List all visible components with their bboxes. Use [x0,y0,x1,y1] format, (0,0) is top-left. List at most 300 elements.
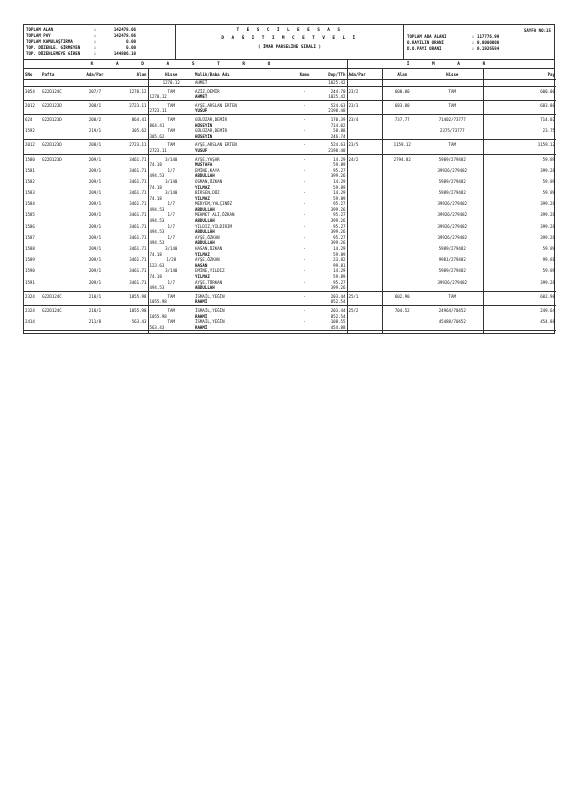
cell-ada-par: 210/1 [88,307,102,313]
cell-malik: AZİZ,DEMİR [195,88,220,94]
total-line [26,51,173,57]
cell-imar-ada-par: 23/5 [347,142,382,148]
cell-sno: 1589 [25,257,35,263]
cell-hisse: 1270.12 [148,80,194,87]
cell-pay: 600.00 [483,89,556,95]
title-block [176,25,404,59]
cell-pay: 399.26 [483,235,556,241]
cell-alan: 1055.98 [129,293,147,299]
imar-section-title: İ M A R [406,62,496,67]
cell-dop-tth: 203.44 [330,307,346,313]
cell-pay: 399.26 [483,212,556,218]
cell-hisse: 123.63 [148,263,194,269]
cell-hisse: 494.53 [148,229,194,235]
separator: : [93,38,97,44]
cell-sno: 1588 [25,246,35,252]
cell-hisse: 3/140 [148,246,194,252]
cell-alan: 3461.71 [129,223,147,229]
cell-alan: 3461.71 [129,257,147,263]
cell-kamu: - [303,234,306,240]
cell-sno: 1592 [25,128,35,134]
cell-malik: YUSUF [194,108,295,114]
column-header-pafta: Pafta [41,69,80,80]
cell-pay: 59.89 [483,246,556,252]
cell-alan: 305.62 [131,128,147,134]
cell-kamu: - [303,246,306,252]
cell-malik: ABDULLAH [195,218,215,224]
ratio-line [407,46,551,52]
cell-imar-hisse: 39926/279482 [437,167,468,173]
cell-kamu: - [303,268,306,274]
cell-pafta: G22D123D [42,142,62,148]
separator: : [93,27,97,32]
cell-malik: RAHMİ [195,313,208,319]
column-header-pay: Pay [483,69,556,80]
cell-dop-tth: 399.26 [330,206,346,212]
cell-pay: 399.26 [483,201,556,207]
cell-ada-par: 210/1 [88,293,102,299]
cell-hisse: 1055.98 [148,314,194,320]
cell-sno: 2414 [25,319,35,325]
cell-malik: MUSTAFA [195,162,213,168]
cell-alan: 2723.11 [129,102,147,108]
cell-dop-tth: 95.27 [333,234,346,240]
cell-hisse: 1/7 [148,235,194,241]
cell-pay: 399.26 [483,280,556,286]
cell-pafta: G22D123D [42,156,62,162]
cell-dop-tth: 14.29 [333,156,346,162]
cell-imar-ada-par: 23/2 [347,89,382,95]
cell-hisse: 864.41 [148,123,194,129]
distribution-table [24,69,556,333]
cell-malik: ABDULLAH [195,240,215,246]
separator: : [93,32,97,38]
cell-pafta: G22D124C [42,293,62,299]
cell-alan: 3461.71 [129,167,147,173]
cell-malik: AYŞE,ÖZKAN [195,257,220,263]
cell-malik: MEHMET ALİ,ÖZKAN [195,212,235,218]
cell-pay: 602.90 [483,294,556,300]
cell-malik: RAHMİ [194,325,295,331]
cell-imar-alan: 737.77 [382,117,422,123]
cell-hisse: 494.53 [148,240,194,246]
cell-kamu: - [303,156,306,162]
cell-dop-tth: 59.89 [333,251,346,257]
cell-pay: 59.89 [483,179,556,185]
cell-alan [110,80,148,87]
cell-pafta: G22D123D [42,116,62,122]
cell-ada-par: 208/2 [88,116,102,122]
gap-cell [110,331,148,334]
cell-imar-hisse: 5989/279482 [438,190,466,196]
cell-imar-hisse: 71402/73777 [438,116,466,122]
cell-alan: 3461.71 [129,178,147,184]
cell-kamu: - [303,319,306,325]
cell-ada-par: 208/1 [88,142,102,148]
cell-hisse: TAM [148,319,194,325]
cell-kamu: - [303,223,306,229]
cell-imar-ada-par: 23/3 [347,103,382,109]
cell-malik: İSMAİL,YEĞİN [195,307,225,313]
cell-kamu [295,80,314,87]
cell-ada-par: 209/1 [88,178,102,184]
cell-imar-hisse: TAM [448,142,456,148]
cell-malik: GÜLÜZAR,DEMİR [195,128,228,134]
cell-dop-tth: 58.88 [333,128,346,134]
total-value: 142478.06 [113,27,136,32]
gap-cell [148,331,194,334]
cell-malik: BİRSEN,DÜZ [195,190,220,196]
cell-ada-par: 209/1 [88,167,102,173]
cell-malik: YILMAZ [195,274,210,279]
cell-hisse: 494.53 [148,173,194,179]
cell-pay: 99.81 [483,257,556,263]
cell-dop-tth: 399.26 [330,218,346,224]
cell-pafta: G22D123D [42,102,62,108]
cell-hisse: 3/140 [148,157,194,163]
cell-imar-alan: 602.90 [382,294,422,300]
separator: : [93,50,97,56]
cell-malik: AHMET [194,94,295,100]
cell-dop-tth: 14.29 [333,178,346,184]
cell-sno: 1586 [25,223,35,229]
column-header-imar-hisse: Hisse [422,69,483,80]
cell-malik: AYŞE,ARSLAN ERTEN [195,102,237,108]
cell-pafta: G22D124C [42,307,62,313]
cell-dop-tth: 14.29 [333,190,346,196]
cell-malik: İSMAİL,YEĞİN [195,293,225,299]
cell-hisse: 1/28 [148,257,194,263]
cell-pay: 454.88 [483,319,556,325]
cell-imar-hisse: 5989/279482 [438,178,466,184]
cell-pay: 59.89 [483,190,556,196]
cell-alan: 3461.71 [129,156,147,162]
cell-dop-tth: 59.89 [333,195,346,201]
cell-sno: 2012 [25,142,35,148]
cell-sno: 3054 [25,88,35,94]
gap-cell [41,331,80,334]
cell-imar-hisse [422,80,483,87]
cell-imar-hisse: 39926/279482 [437,279,468,285]
cell-imar-alan: 1159.12 [382,142,422,148]
total-value: 142478.06 [113,32,136,38]
cell-dop-tth: 99.81 [333,262,346,268]
cell-malik: HASAN [195,262,208,268]
cell-hisse: TAM [148,89,194,95]
cell-hisse: TAM [148,308,194,314]
cell-imar-hisse: 2375/73777 [439,128,465,134]
cell-ada-par: 209/1 [88,234,102,240]
cell-ada-par [80,80,110,87]
cell-hisse: 494.53 [148,207,194,213]
cell-alan: 3461.71 [129,234,147,240]
cell-alan: 563.43 [131,319,147,325]
total-label: TOP. DÜZENLEMEYE GİREN [26,50,81,56]
cell-kamu: - [303,167,306,173]
cell-imar-hisse: TAM [448,293,456,299]
cell-hisse: 305.62 [148,134,194,140]
gap-cell [24,331,41,334]
cell-dop-tth: 95.27 [333,223,346,229]
cell-malik: YILMAZ [195,184,210,190]
cell-ada-par: 209/1 [88,212,102,218]
table-frame [23,69,555,334]
cell-pay: 249.64 [483,308,556,314]
cell-hisse: 1/7 [148,212,194,218]
cell-kamu: - [303,88,306,94]
cell-hisse: 74.18 [148,274,194,280]
gap-cell [295,331,314,334]
cell-kamu: - [303,142,306,148]
cell-hisse: TAM [148,117,194,123]
cell-alan: 3461.71 [129,268,147,274]
cell-kamu: - [303,178,306,184]
cell-malik: ABDULLAH [195,229,215,235]
column-header-alan: Alan [110,69,148,80]
cell-malik: EMİNE,YILDIZ [195,268,225,274]
cell-kamu: - [303,116,306,122]
cell-malik: HASAN,ÖZKAN [195,246,223,252]
cell-malik: OSMAN,ÖZKAN [195,178,223,184]
cell-dop-tth: 203.44 [330,293,346,299]
cell-sno: 1581 [25,167,35,173]
cell-hisse: 494.53 [148,285,194,291]
cell-malik: GÜLÜZAR,DEMİR [195,116,228,122]
cell-kamu: - [303,212,306,218]
cell-alan: 1270.12 [129,88,147,94]
cell-pay: 59.89 [483,268,556,274]
ratio-value: 0.0000000 [477,39,500,45]
cell-dop-tth: 852.54 [314,299,347,305]
cell-sno: 2324 [25,307,35,313]
distribution-sheet [23,24,555,334]
cell-dop-tth: 1025.42 [314,80,347,87]
cell-hisse: 1/7 [148,280,194,286]
cell-hisse: 1/7 [148,201,194,207]
totals-block [24,25,176,59]
cell-hisse: 1/7 [148,168,194,174]
cell-hisse: 3/140 [148,190,194,196]
cell-imar-hisse: 5989/279482 [438,156,466,162]
cell-malik: HÜSEYİN [194,134,295,140]
gap-cell [382,331,422,334]
cell-ada-par: 209/1 [88,268,102,274]
column-header-malik: Malik/Baba Adı [194,69,295,80]
column-header-ada-par: Ada/Par [80,69,110,80]
cell-sno: 624 [25,116,33,122]
sort-note: ( İMAR PARSELİNE SIRALI ) [257,44,322,49]
cell-pay [483,80,556,87]
cell-imar-ada-par: 23/4 [347,117,382,123]
cell-malik: ABDULLAH [194,285,295,291]
cell-hisse: 74.18 [148,185,194,191]
cell-sno [24,80,41,87]
cell-alan: 3461.71 [129,279,147,285]
cell-pay: 683.80 [483,103,556,109]
column-header-sno: SNo [24,69,41,80]
cell-hisse: 3/140 [148,179,194,185]
cell-imar-hisse: 39926/279482 [437,234,468,240]
cell-ada-par: 209/1 [88,156,102,162]
table-body [24,80,556,334]
column-header-kamu: Kamu [295,69,314,80]
column-header-dop-tth: Dop/TTh [314,69,347,80]
cell-hisse: 1270.12 [148,94,194,100]
gap-cell [194,331,295,334]
cell-sno: 1591 [25,279,35,285]
cell-malik: YILMAZ [195,251,210,257]
cell-imar-alan: 704.52 [382,308,422,314]
cell-dop-tth: 59.89 [333,274,346,279]
cell-kamu: - [303,128,306,134]
cell-dop-tth: 1025.42 [314,94,347,100]
cell-dop-tth: 852.54 [330,313,346,319]
cell-hisse: 2723.11 [148,148,194,154]
cell-malik: ABDULLAH [195,173,215,179]
cell-dop-tth: 95.27 [333,167,346,173]
cell-ada-par: 209/1 [88,257,102,263]
cell-kamu: - [303,102,306,108]
gap-cell [347,331,382,334]
cell-pafta: G22D124C [42,88,62,94]
column-header-row [24,69,556,80]
cell-pay: 59.89 [483,157,556,163]
cell-imar-hisse: 39926/279482 [437,201,468,207]
cell-ada-par: 209/1 [88,246,102,252]
cell-alan: 3461.71 [129,201,147,207]
cell-imar-ada-par: 25/1 [347,294,382,300]
gap-cell [80,331,110,334]
cell-dop-tth: 108.55 [330,319,346,325]
report-subtitle: D A Ğ I T I M C E T V E L İ [221,36,358,41]
cell-sno: 2324 [25,293,35,299]
ratio-value: 0.1926584 [477,45,500,51]
cell-hisse: 563.43 [148,325,194,331]
cell-imar-hisse: 9981/279482 [438,257,466,263]
cell-hisse: 74.18 [148,162,194,168]
cell-dop-tth: 2198.48 [314,108,347,114]
cell-alan: 3461.71 [129,190,147,196]
cell-pay: 399.26 [483,224,556,230]
cell-malik: RAHMİ [194,299,295,305]
cell-imar-hisse: TAM [448,102,456,108]
separator: : [471,39,475,45]
cell-sno: 1583 [25,190,35,196]
cell-malik: EMİNE,KAYA [195,167,220,173]
cell-alan: 2723.11 [129,142,147,148]
cell-imar-alan: 683.80 [382,103,422,109]
separator: : [93,44,97,50]
ratio-label: O.KAYILIN ORANI [407,39,444,45]
total-label: TOPLAM PAY [26,32,51,38]
cell-sno: 1585 [25,212,35,218]
total-value: 0.00 [126,38,136,44]
cell-hisse: 494.53 [148,218,194,224]
total-value: 0.00 [126,44,136,50]
cell-hisse: 74.18 [148,196,194,202]
cell-dop-tth: 59.89 [333,162,346,168]
cell-dop-tth: 454.88 [314,325,347,331]
cell-malik: YUSUF [194,148,295,154]
cell-dop-tth: 95.27 [333,201,346,207]
cell-kamu: - [303,201,306,207]
cell-dop-tth: 524.63 [330,102,346,108]
cell-malik: HÜSEYİN [195,122,213,128]
cell-dop-tth: 95.27 [333,279,346,285]
cell-dop-tth: 714.02 [330,122,346,128]
ratio-value: 117776.99 [477,34,500,39]
cell-dop-tth: 399.26 [330,240,346,246]
gap-cell [483,331,556,334]
cell-malik: AYŞE,YAŞAR [195,156,220,162]
cell-imar-alan [382,80,422,87]
cell-pafta [41,80,80,87]
cell-alan: 3461.71 [129,212,147,218]
cell-imar-alan: 600.00 [382,89,422,95]
cell-malik: AHMET [194,80,295,87]
cell-imar-hisse: 39926/279482 [437,223,468,229]
cell-imar-hisse: 5989/279482 [438,246,466,252]
cell-ada-par: 219/1 [88,128,102,134]
cell-hisse: 1055.98 [148,299,194,305]
cell-imar-alan: 2794.82 [382,157,422,163]
cell-dop-tth: 14.29 [333,246,346,252]
cell-dop-tth: 14.29 [333,268,346,274]
cell-sno: 1587 [25,234,35,240]
gap-cell [314,331,347,334]
cell-pay: 1159.12 [483,142,556,148]
total-label: TOPLAM KAMULAŞTIRMA [26,38,73,44]
total-value: 144806.10 [113,50,136,56]
cell-imar-ada-par: 24/2 [347,157,382,163]
cell-ada-par: 209/1 [88,190,102,196]
cell-kamu: - [303,257,306,263]
group-gap [24,331,556,334]
cell-dop-tth: 524.63 [330,142,346,148]
cell-imar-hisse: 45488/70452 [438,319,466,325]
column-header-imar-alan: Alan [382,69,422,80]
cell-dop-tth: 244.70 [330,88,346,94]
cell-hisse: 2723.11 [148,108,194,114]
cell-dop-tth: 2198.48 [314,148,347,154]
cell-dop-tth: 399.26 [314,285,347,291]
cell-dop-tth: 95.27 [333,212,346,218]
cell-dop-tth: 23.82 [333,257,346,263]
ratio-label: D.O.PAYI ORANI [407,45,442,51]
cell-sno: 2012 [25,102,35,108]
cell-ada-par: 209/1 [88,279,102,285]
gap-cell [422,331,483,334]
cell-hisse: 3/140 [148,268,194,274]
cell-pay: 399.26 [483,168,556,174]
cell-kamu: - [303,279,306,285]
cell-ada-par: 207/7 [88,88,102,94]
cell-malik: YILMAZ [195,195,210,201]
cell-ada-par: 211/8 [88,319,102,325]
ratios-block [404,25,554,59]
cell-dop-tth: 399.26 [330,173,346,179]
cell-malik: AYŞE,ARSLAN ERTEN [195,142,237,148]
kadastro-section-title: K A D A S T R O [24,60,348,68]
column-header-imar-ada-par: Ada/Par [347,69,382,80]
cell-sno: 1582 [25,178,35,184]
report-header [23,24,555,60]
cell-hisse: TAM [148,128,194,134]
cell-malik: İSMAİL,YEĞİN [195,319,225,325]
cell-imar-hisse: 39926/279482 [437,212,468,218]
cell-hisse: TAM [148,294,194,300]
cell-sno: 1580 [25,156,35,162]
